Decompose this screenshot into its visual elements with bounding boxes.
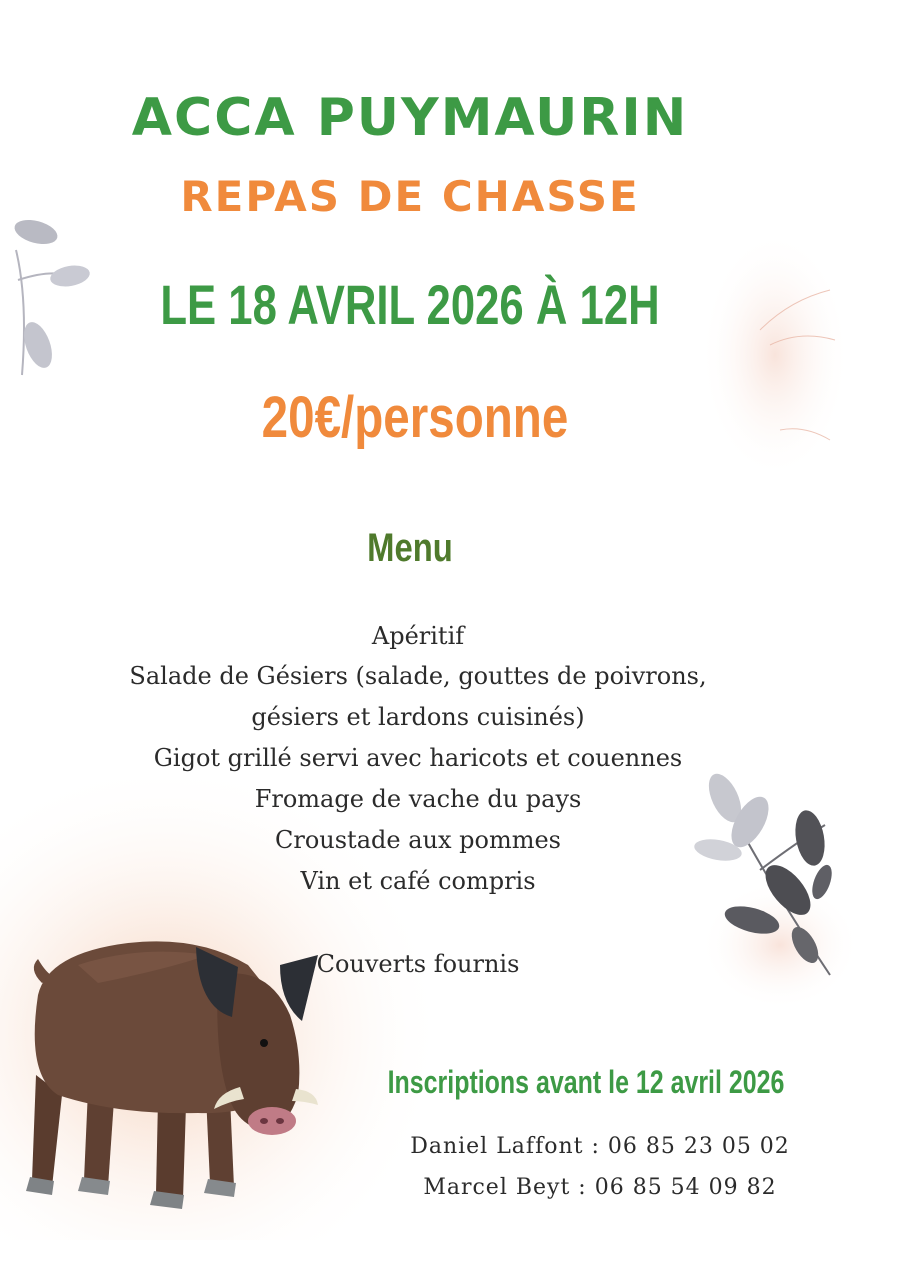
leaf-branch-icon	[8, 210, 98, 380]
event-date: LE 18 AVRIL 2026 À 12H	[160, 273, 660, 336]
cutlery-note: Couverts fournis	[316, 950, 520, 978]
menu-item: Fromage de vache du pays	[254, 785, 582, 813]
contact-line: Marcel Beyt : 06 85 54 09 82	[423, 1175, 777, 1200]
menu-item: Apéritif	[371, 622, 465, 650]
club-title: ACCA PUYMAURIN	[131, 88, 689, 148]
event-title: REPAS DE CHASSE	[180, 172, 640, 221]
menu-item: Salade de Gésiers (salade, gouttes de poivrons,	[129, 662, 707, 690]
event-price: 20€/personne	[261, 385, 569, 450]
menu-title: Menu	[367, 526, 453, 570]
menu-item: Gigot grillé servi avec haricots et couennes	[153, 744, 683, 772]
registration-deadline: Inscriptions avant le 12 avril 2026	[387, 1064, 785, 1100]
menu-item: Croustade aux pommes	[275, 826, 561, 854]
menu-item: Vin et café compris	[300, 867, 536, 895]
menu-item: gésiers et lardons cuisinés)	[251, 703, 585, 731]
contact-line: Daniel Laffont : 06 85 23 05 02	[410, 1134, 790, 1159]
